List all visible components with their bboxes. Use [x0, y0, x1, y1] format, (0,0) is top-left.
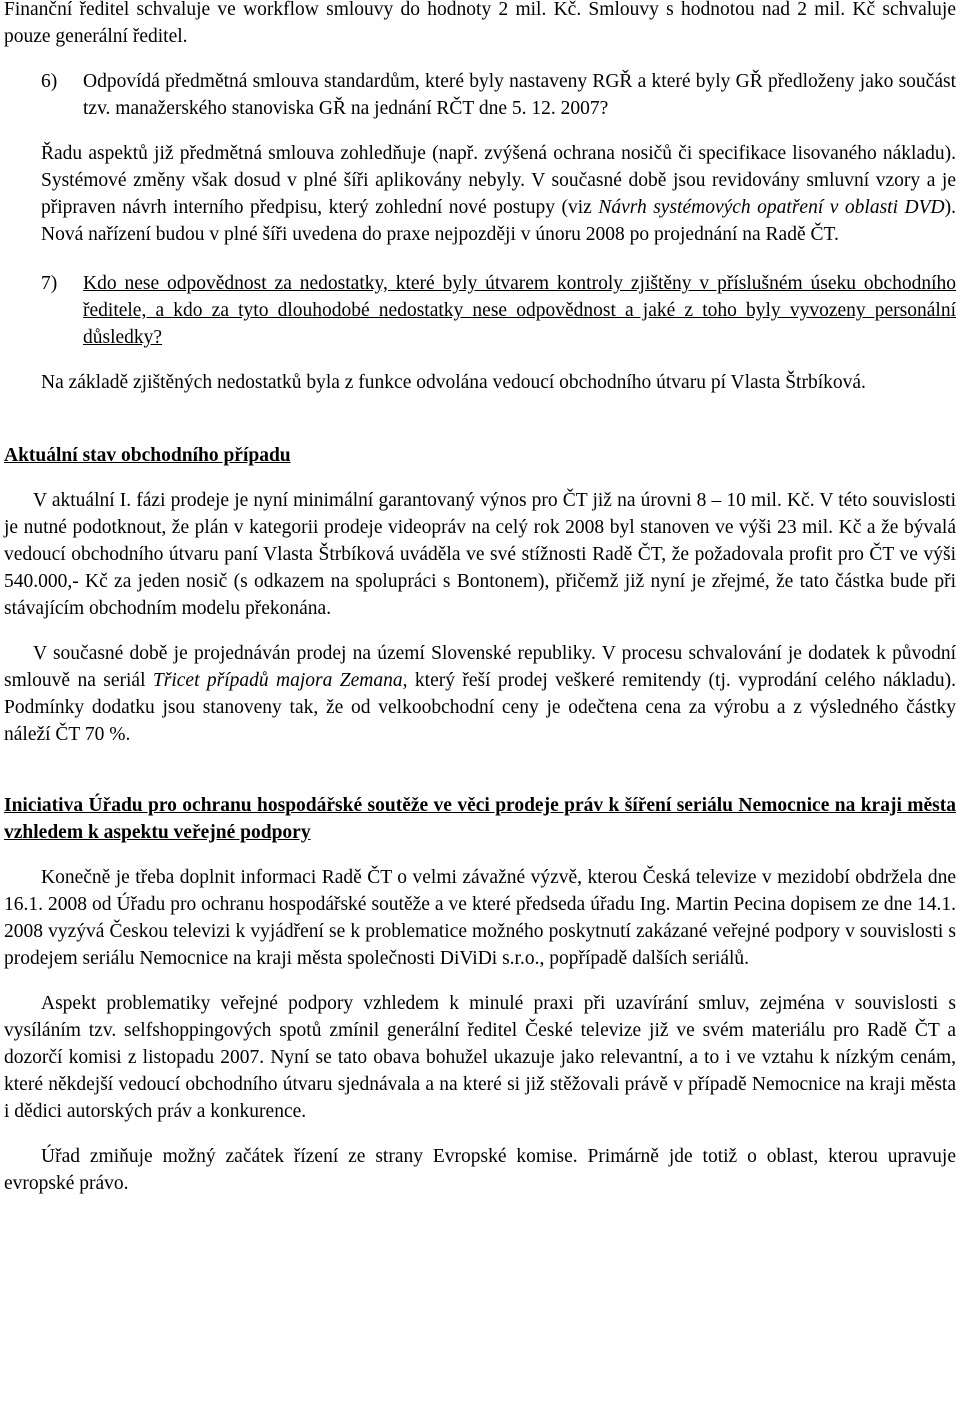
section-heading-current-state: Aktuální stav obchodního případu — [4, 445, 291, 466]
question-6-number: 6) — [41, 71, 58, 92]
initiative-paragraph-2: Aspekt problematiky veřejné podpory vzhledem k minulé praxi při uzavírání smluv, zejména v souvislosti s vysíláním tzv. selfshoppingových spotů zmínil generální ředitel České televize již ve svém materiálu pro Radě ČT a dozorčí komisi z listopadu 2007. Nyní se tato obava bohužel ukazuje jako relevantní, a to i ve vztahu k nízkým cenám, které někdejší vedoucí obchodního útvaru sjednávala a na které si již stěžovali právě v případě Nemocnice na kraji města i dědici autorských práv a konkurence. — [4, 993, 956, 1122]
initiative-paragraph-3: Úřad zmiňuje možný začátek řízení ze strany Evropské komise. Primárně jde totiž o oblast, kterou upravuje evropské právo. — [4, 1146, 956, 1194]
answer-6 — [4, 140, 956, 248]
series-title: Třicet případů majora Zemana — [152, 670, 403, 691]
intro-paragraph: Finanční ředitel schvaluje ve workflow smlouvy do hodnoty 2 mil. Kč. Smlouvy s hodnotou nad 2 mil. Kč schvaluje pouze generální ředitel. — [4, 0, 956, 47]
answer-6-italic: Návrh systémových opatření v oblasti DVD — [598, 197, 945, 218]
current-state-paragraph-2 — [4, 640, 956, 748]
question-7-number: 7) — [41, 273, 58, 294]
section-heading-initiative: Iniciativa Úřadu pro ochranu hospodářské soutěže ve věci prodeje práv k šíření seriálu Nemocnice na kraji města vzhledem k aspektu veřejné podpory — [4, 795, 956, 843]
current-state-paragraph-2-b: , který řeší prodej veškeré remitendy (tj. vyprodání celého nákladu). Podmínky dodatku jsou stanoveny tak, že od velkoobchodní ceny je odečtena cena za výrobu a z výsledného částky náleží ČT 70 %. — [4, 670, 956, 745]
document-page — [4, 0, 956, 1197]
current-state-paragraph-2-a: V současné době je projednáván prodej na území Slovenské republiky. V procesu schvalování je dodatek k původní smlouvě na seriál — [4, 643, 956, 691]
answer-7: Na základě zjištěných nedostatků byla z funkce odvolána vedoucí obchodního útvaru pí Vlasta Štrbíková. — [41, 372, 866, 393]
question-6 — [4, 68, 956, 122]
answer-6-part2: ). Nová nařízení budou v plné šíři uvedena do praxe nejpozději v únoru 2008 po projednání na Radě ČT. — [41, 197, 956, 245]
question-7 — [4, 270, 956, 351]
question-7-text: Kdo nese odpovědnost za nedostatky, které byly útvarem kontroly zjištěny v příslušném úseku obchodního ředitele, a kdo za tyto dlouhodobé nedostatky nese odpovědnost a jaké z toho byly vyvozeny personální důsledky? — [83, 273, 956, 348]
question-6-text: Odpovídá předmětná smlouva standardům, které byly nastaveny RGŘ a které byly GŘ předloženy jako součást tzv. manažerského stanoviska GŘ na jednání RČT dne 5. 12. 2007? — [83, 71, 956, 119]
current-state-paragraph-1: V aktuální I. fázi prodeje je nyní minimální garantovaný výnos pro ČT již na úrovni 8 – 10 mil. Kč. V této souvislosti je nutné podotknout, že plán v kategorii prodeje videopráv na celý rok 2008 byl stanoven ve výši 23 mil. Kč a že bývalá vedoucí obchodního útvaru paní Vlasta Štrbíková uváděla ve své stížnosti Radě ČT, že požadovala profit pro ČT ve výši 540.000,- Kč za jeden nosič (s odkazem na spolupráci s Bontonem), přičemž již nyní je zřejmé, že tato částka bude při stávajícím obchodním modelu překonána. — [4, 490, 956, 619]
initiative-paragraph-1: Konečně je třeba doplnit informaci Radě ČT o velmi závažné výzvě, kterou Česká televize v mezidobí obdržela dne 16.1. 2008 od Úřadu pro ochranu hospodářské soutěže a ve které předseda úřadu Ing. Martin Pecina dopisem ze dne 14.1. 2008 vyzývá Českou televizi k vyjádření se k problematice možného poskytnutí zakázané veřejné podpory v souvislosti s prodejem seriálu Nemocnice na kraji města společnosti DiViDi s.r.o., popřípadě dalších seriálů. — [4, 867, 956, 969]
answer-6-part1: Řadu aspektů již předmětná smlouva zohledňuje (např. zvýšená ochrana nosičů či specifikace lisovaného nákladu). Systémové změny však dosud v plné šíři aplikovány nebyly. V současné době jsou revidovány smluvní vzory a je připraven návrh interního předpisu, který zohlední nové postupy (viz — [41, 143, 956, 218]
